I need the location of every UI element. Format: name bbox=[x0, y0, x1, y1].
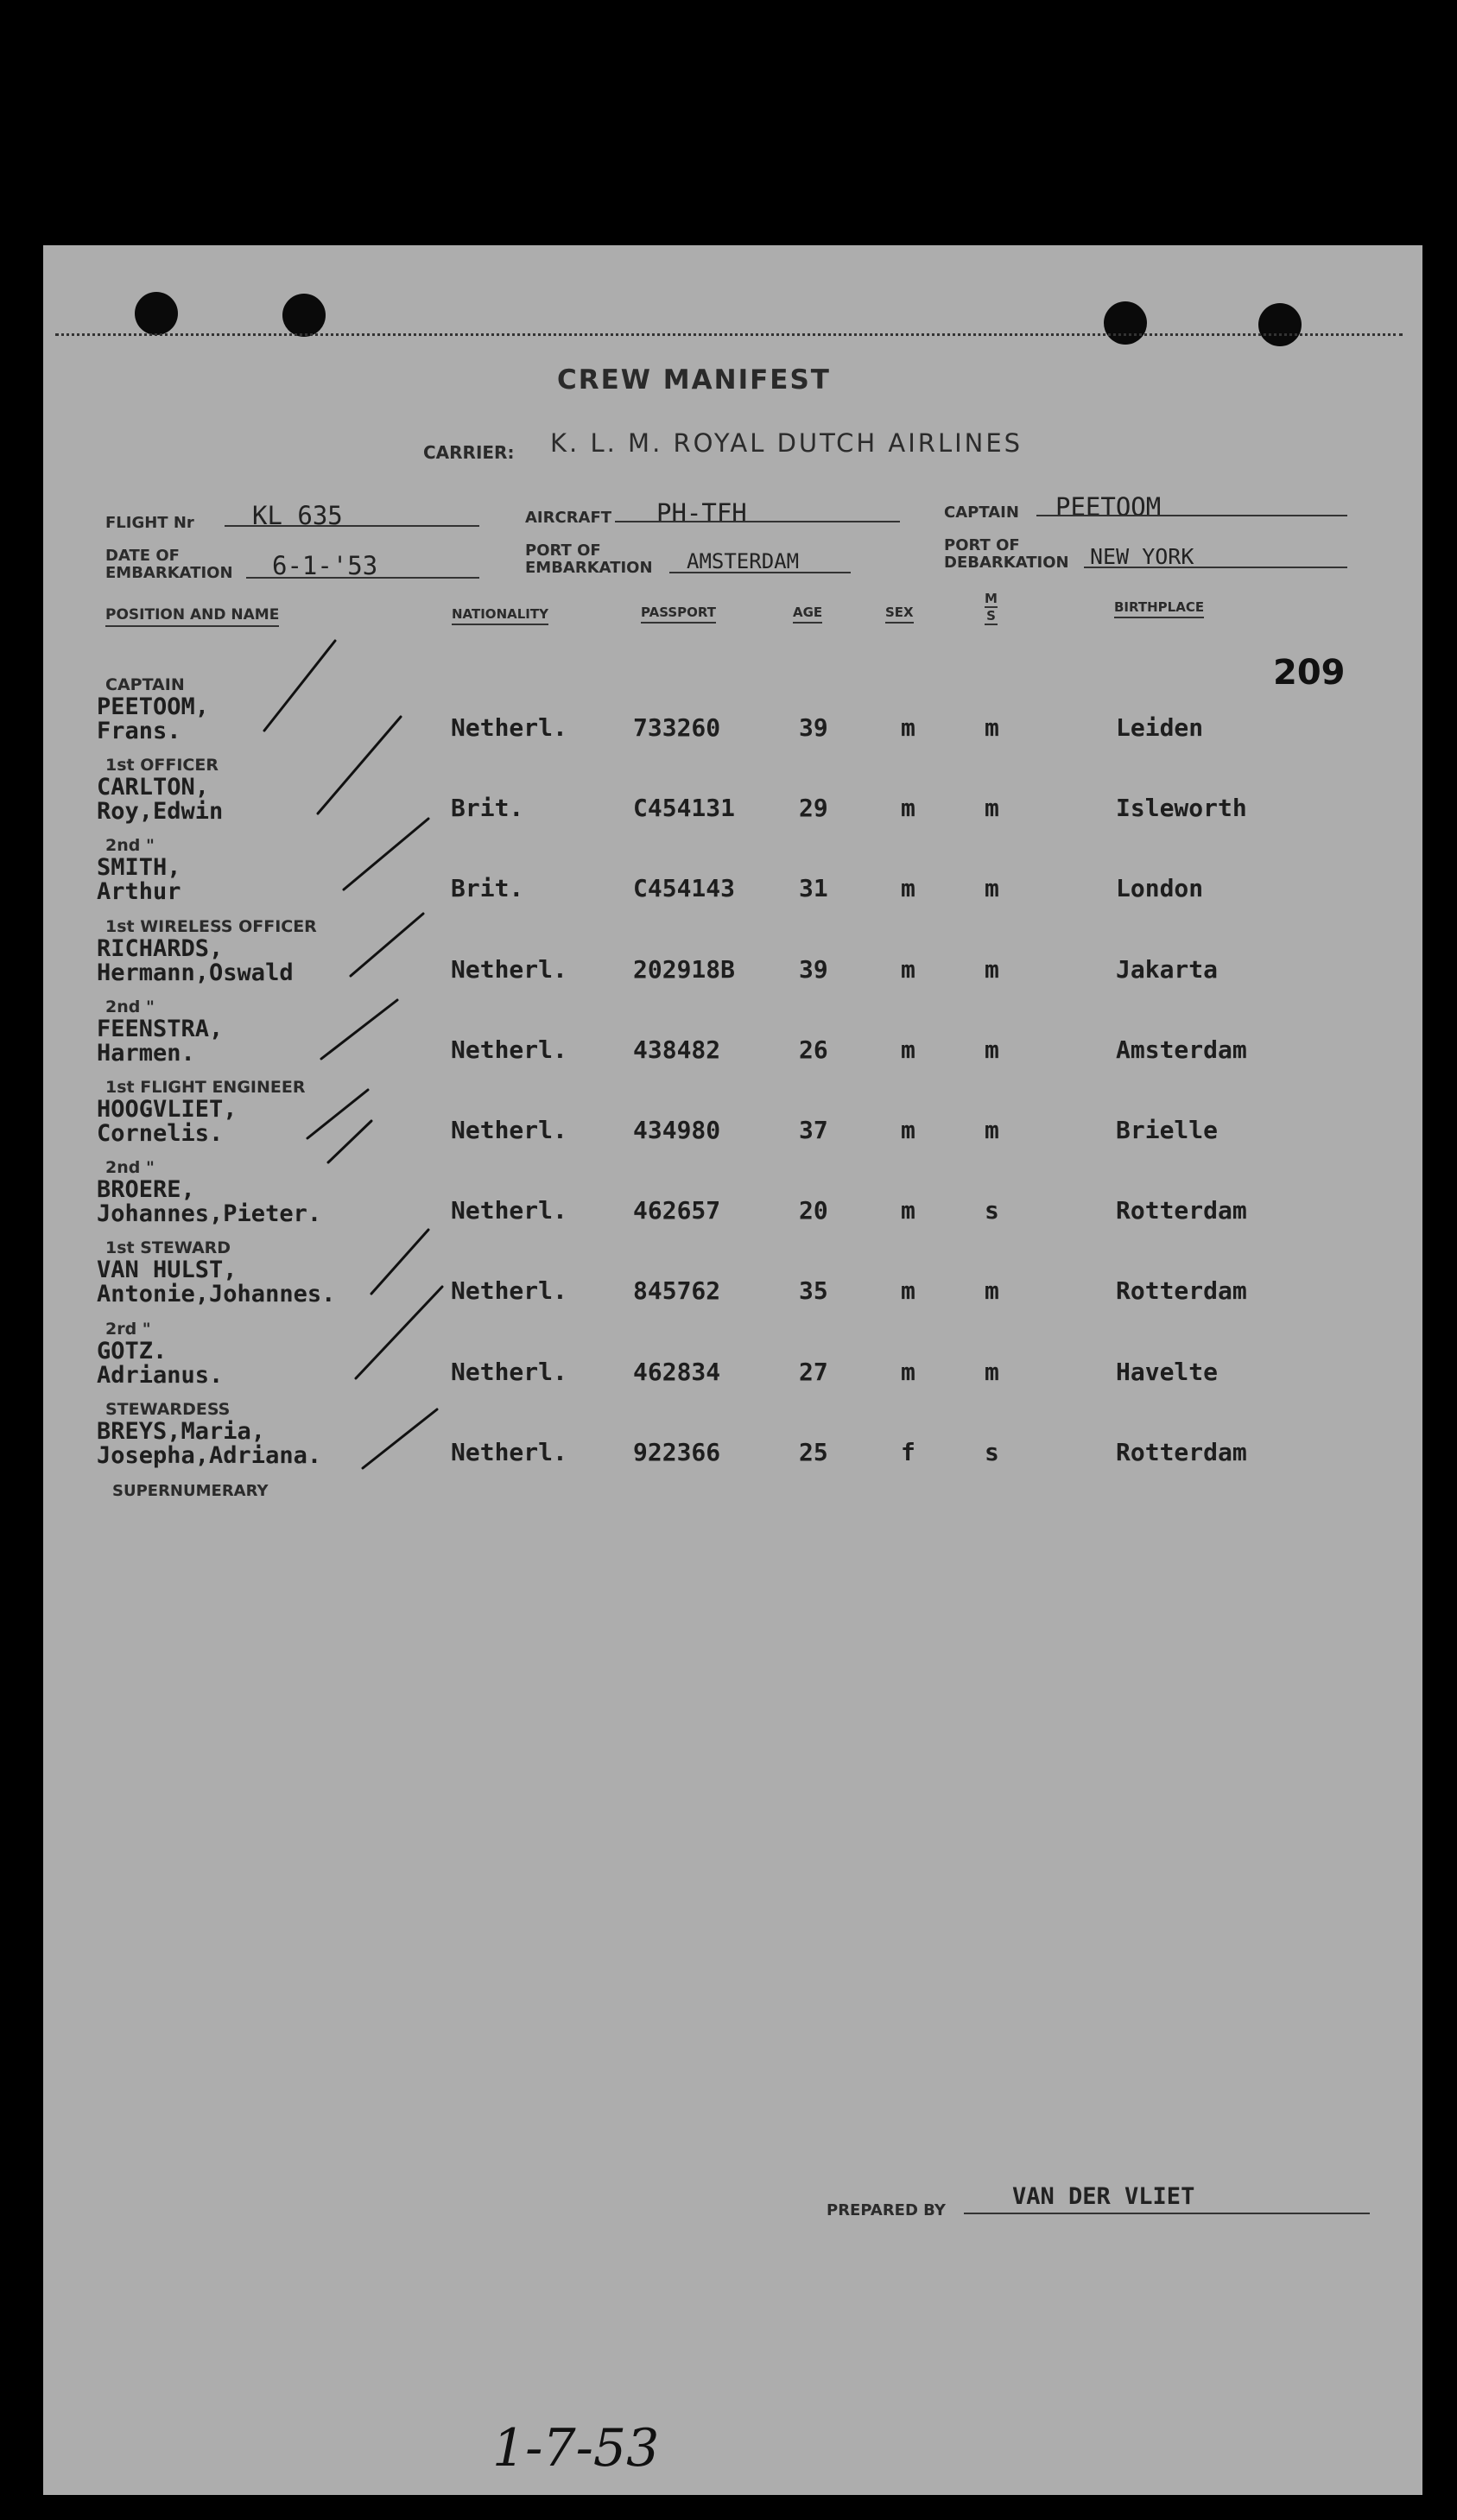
crew-marital-status: m bbox=[985, 1276, 999, 1306]
port-embarkation-label-line2: EMBARKATION bbox=[525, 559, 653, 577]
port-embarkation-value: AMSTERDAM bbox=[687, 549, 800, 573]
crew-nationality: Netherl. bbox=[451, 713, 567, 742]
crew-nationality: Netherl. bbox=[451, 1196, 567, 1225]
document-title: CREW MANIFEST bbox=[557, 364, 831, 396]
crew-birthplace: Brielle bbox=[1116, 1116, 1219, 1144]
crew-nationality: Brit. bbox=[451, 794, 524, 823]
column-header-passport: PASSPORT bbox=[641, 605, 716, 624]
crew-age: 27 bbox=[799, 1357, 828, 1386]
crew-sex: m bbox=[901, 1196, 915, 1225]
crew-surname: BROERE, bbox=[97, 1176, 195, 1204]
prepared-by-value: VAN DER VLIET bbox=[1012, 2183, 1195, 2210]
crew-surname: BREYS,Maria, bbox=[97, 1417, 266, 1445]
crew-marital-status: m bbox=[985, 794, 999, 823]
handwritten-note: 1-7-53 bbox=[492, 2418, 660, 2479]
crew-nationality: Netherl. bbox=[451, 954, 567, 984]
crew-nationality: Netherl. bbox=[451, 1035, 567, 1064]
crew-surname: GOTZ. bbox=[97, 1337, 168, 1364]
crew-position: CAPTAIN bbox=[105, 675, 185, 694]
port-debarkation-label-line1: PORT OF bbox=[944, 536, 1020, 554]
crew-marital-status: m bbox=[985, 1357, 999, 1386]
crew-position: 1st WIRELESS OFFICER bbox=[105, 916, 317, 936]
crew-age: 39 bbox=[799, 713, 828, 742]
crew-age: 31 bbox=[799, 874, 828, 903]
crew-marital-status: m bbox=[985, 874, 999, 903]
crew-surname: PEETOOM, bbox=[97, 693, 210, 720]
crew-given-names: Josepha,Adriana. bbox=[97, 1441, 322, 1469]
crew-birthplace: Rotterdam bbox=[1116, 1276, 1247, 1306]
flight-label: FLIGHT Nr bbox=[105, 514, 194, 532]
crew-surname: CARLTON, bbox=[97, 774, 210, 801]
crew-nationality: Netherl. bbox=[451, 1276, 567, 1306]
crew-passport: 733260 bbox=[633, 713, 721, 742]
crew-birthplace: Leiden bbox=[1116, 713, 1204, 742]
crew-passport: 202918B bbox=[633, 954, 736, 984]
crew-nationality: Netherl. bbox=[451, 1116, 567, 1144]
check-mark bbox=[356, 1287, 442, 1378]
prepared-by-underline bbox=[964, 2213, 1370, 2214]
crew-given-names: Adrianus. bbox=[97, 1361, 224, 1389]
check-mark bbox=[371, 1230, 428, 1294]
crew-sex: m bbox=[901, 954, 915, 984]
crew-given-names: Johannes,Pieter. bbox=[97, 1200, 322, 1228]
crew-marital-status: s bbox=[985, 1437, 999, 1466]
page-number: 209 bbox=[1273, 653, 1346, 693]
column-header-ms-top: M bbox=[985, 591, 998, 606]
crew-sex: m bbox=[901, 1357, 915, 1386]
captain-value: PEETOOM bbox=[1055, 492, 1162, 522]
flight-value: KL 635 bbox=[252, 501, 343, 530]
check-mark bbox=[363, 1409, 437, 1468]
port-debarkation-value: NEW YORK bbox=[1090, 544, 1194, 569]
crew-position: 2nd " bbox=[105, 997, 155, 1016]
crew-sex: f bbox=[901, 1437, 915, 1466]
crew-nationality: Netherl. bbox=[451, 1437, 567, 1466]
crew-position: 1st FLIGHT ENGINEER bbox=[105, 1078, 306, 1097]
crew-passport: 434980 bbox=[633, 1116, 721, 1144]
crew-passport: 922366 bbox=[633, 1437, 721, 1466]
supernumerary-label: SUPERNUMERARY bbox=[112, 1482, 269, 1500]
crew-sex: m bbox=[901, 794, 915, 823]
crew-nationality: Brit. bbox=[451, 874, 524, 903]
crew-age: 26 bbox=[799, 1035, 828, 1064]
crew-age: 39 bbox=[799, 954, 828, 984]
crew-age: 29 bbox=[799, 794, 828, 823]
crew-age: 20 bbox=[799, 1196, 828, 1225]
prepared-by-label: PREPARED BY bbox=[827, 2201, 946, 2219]
column-header-position: POSITION AND NAME bbox=[105, 606, 279, 627]
check-mark bbox=[344, 819, 428, 890]
crew-sex: m bbox=[901, 713, 915, 742]
check-mark bbox=[321, 1000, 397, 1059]
crew-passport: 438482 bbox=[633, 1035, 721, 1064]
date-value: 6-1-'53 bbox=[272, 551, 378, 580]
crew-passport: 462834 bbox=[633, 1357, 721, 1386]
crew-given-names: Roy,Edwin bbox=[97, 798, 224, 826]
check-mark bbox=[307, 1090, 368, 1138]
port-embarkation-label-line1: PORT OF bbox=[525, 541, 601, 560]
crew-surname: FEENSTRA, bbox=[97, 1015, 224, 1042]
crew-surname: RICHARDS, bbox=[97, 934, 224, 962]
crew-sex: m bbox=[901, 1035, 915, 1064]
crew-given-names: Harmen. bbox=[97, 1039, 195, 1067]
crew-sex: m bbox=[901, 1116, 915, 1144]
crew-age: 35 bbox=[799, 1276, 828, 1306]
crew-age: 37 bbox=[799, 1116, 828, 1144]
crew-surname: SMITH, bbox=[97, 854, 181, 882]
crew-birthplace: Rotterdam bbox=[1116, 1196, 1247, 1225]
port-debarkation-label-line2: DEBARKATION bbox=[944, 554, 1069, 572]
carrier-label: CARRIER: bbox=[423, 442, 515, 463]
column-header-sex: SEX bbox=[885, 605, 914, 624]
crew-marital-status: m bbox=[985, 1116, 999, 1144]
crew-position: 2nd " bbox=[105, 836, 155, 856]
crew-age: 25 bbox=[799, 1437, 828, 1466]
crew-surname: HOOGVLIET, bbox=[97, 1096, 238, 1123]
column-header-nationality: NATIONALITY bbox=[452, 606, 548, 625]
crew-birthplace: Amsterdam bbox=[1116, 1035, 1247, 1064]
crew-sex: m bbox=[901, 1276, 915, 1306]
crew-birthplace: London bbox=[1116, 874, 1204, 903]
crew-given-names: Hermann,Oswald bbox=[97, 959, 294, 986]
crew-passport: C454143 bbox=[633, 874, 736, 903]
crew-birthplace: Jakarta bbox=[1116, 954, 1219, 984]
column-header-ms-bottom: S bbox=[985, 608, 998, 625]
crew-given-names: Antonie,Johannes. bbox=[97, 1281, 336, 1308]
crew-position: 1st STEWARD bbox=[105, 1238, 231, 1258]
crew-position: 2rd " bbox=[105, 1319, 151, 1339]
crew-birthplace: Rotterdam bbox=[1116, 1437, 1247, 1466]
date-label-line2: EMBARKATION bbox=[105, 564, 233, 582]
crew-passport: 462657 bbox=[633, 1196, 721, 1225]
carrier-value: K. L. M. ROYAL DUTCH AIRLINES bbox=[550, 428, 1023, 458]
crew-position: STEWARDESS bbox=[105, 1399, 231, 1419]
crew-position: 1st OFFICER bbox=[105, 756, 219, 776]
aircraft-value: PH-TFH bbox=[656, 498, 747, 528]
crew-passport: 845762 bbox=[633, 1276, 721, 1306]
crew-marital-status: m bbox=[985, 713, 999, 742]
crew-birthplace: Isleworth bbox=[1116, 794, 1247, 823]
check-mark bbox=[328, 1121, 371, 1162]
aircraft-label: AIRCRAFT bbox=[525, 509, 612, 527]
crew-sex: m bbox=[901, 874, 915, 903]
crew-given-names: Arthur bbox=[97, 878, 181, 906]
date-label-line1: DATE OF bbox=[105, 547, 180, 565]
column-header-birthplace: BIRTHPLACE bbox=[1114, 599, 1204, 618]
crew-marital-status: s bbox=[985, 1196, 999, 1225]
check-mark bbox=[351, 914, 423, 976]
column-header-age: AGE bbox=[793, 605, 822, 624]
check-mark bbox=[264, 641, 335, 731]
crew-surname: VAN HULST, bbox=[97, 1257, 238, 1284]
crew-birthplace: Havelte bbox=[1116, 1357, 1219, 1386]
check-mark bbox=[318, 717, 401, 814]
crew-position: 2nd " bbox=[105, 1158, 155, 1178]
crew-nationality: Netherl. bbox=[451, 1357, 567, 1386]
crew-given-names: Frans. bbox=[97, 718, 181, 744]
crew-given-names: Cornelis. bbox=[97, 1120, 224, 1147]
crew-marital-status: m bbox=[985, 954, 999, 984]
crew-passport: C454131 bbox=[633, 794, 736, 823]
crew-marital-status: m bbox=[985, 1035, 999, 1064]
captain-label: CAPTAIN bbox=[944, 503, 1019, 522]
